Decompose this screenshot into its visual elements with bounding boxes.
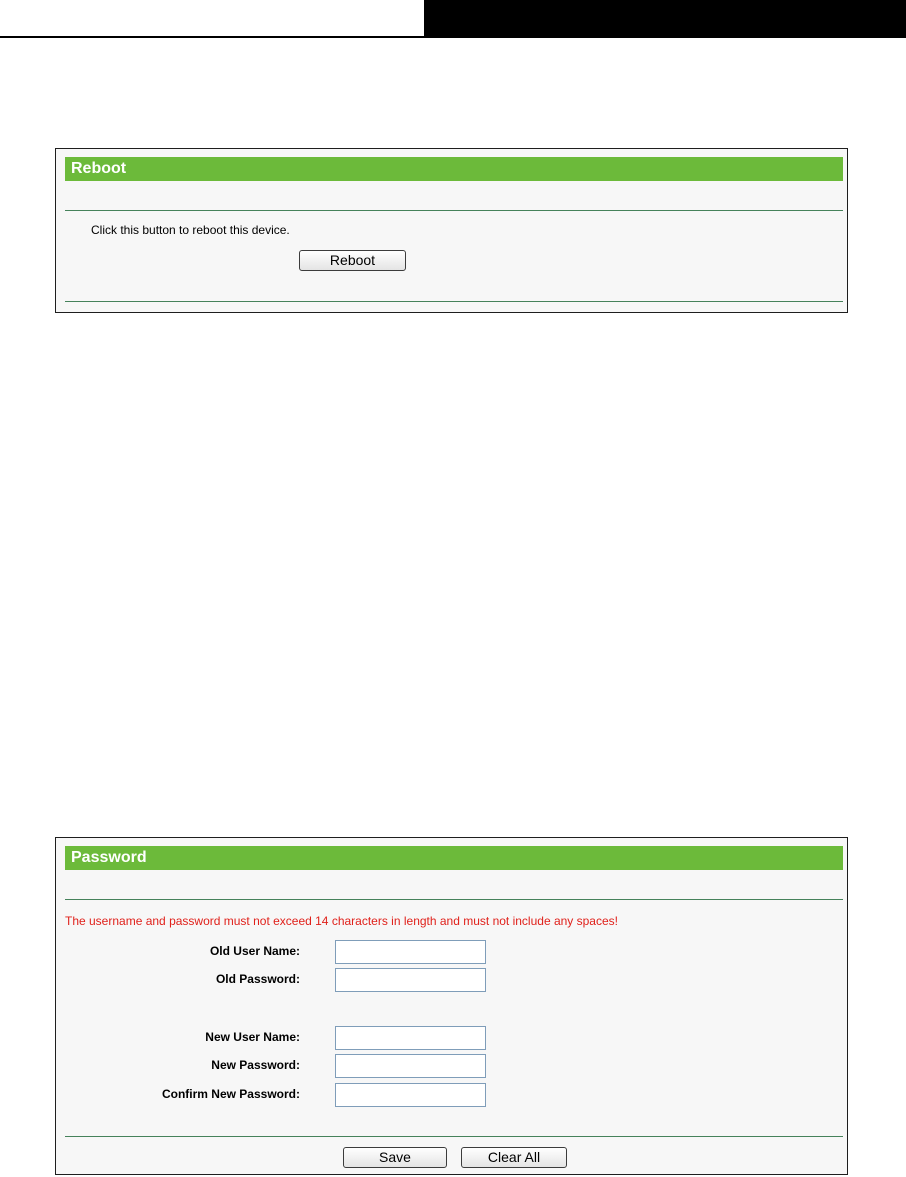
- password-panel-title: Password: [65, 846, 843, 870]
- old-username-input[interactable]: [335, 940, 486, 964]
- confirm-password-input[interactable]: [335, 1083, 486, 1107]
- reboot-button[interactable]: Reboot: [299, 250, 406, 271]
- save-button[interactable]: Save: [343, 1147, 447, 1168]
- old-password-label: Old Password:: [215, 972, 300, 986]
- divider: [65, 899, 843, 900]
- password-panel: [55, 837, 848, 1175]
- clear-all-button[interactable]: Clear All: [461, 1147, 567, 1168]
- new-username-input[interactable]: [335, 1026, 486, 1050]
- reboot-panel: [55, 148, 848, 313]
- password-warning: The username and password must not exceed 14 characters in length and must not include any spaces!: [65, 914, 618, 928]
- old-username-label: Old User Name:: [209, 944, 300, 958]
- page-header-bar: [424, 0, 906, 38]
- divider: [65, 210, 843, 211]
- reboot-panel-title: Reboot: [65, 157, 843, 181]
- divider: [65, 1136, 843, 1137]
- new-password-label: New Password:: [211, 1058, 300, 1072]
- confirm-password-label: Confirm New Password:: [161, 1087, 300, 1101]
- new-password-input[interactable]: [335, 1054, 486, 1078]
- divider: [65, 301, 843, 302]
- old-password-input[interactable]: [335, 968, 486, 992]
- reboot-description: Click this button to reboot this device.: [91, 223, 290, 237]
- page-header-rule: [0, 36, 424, 38]
- new-username-label: New User Name:: [205, 1030, 300, 1044]
